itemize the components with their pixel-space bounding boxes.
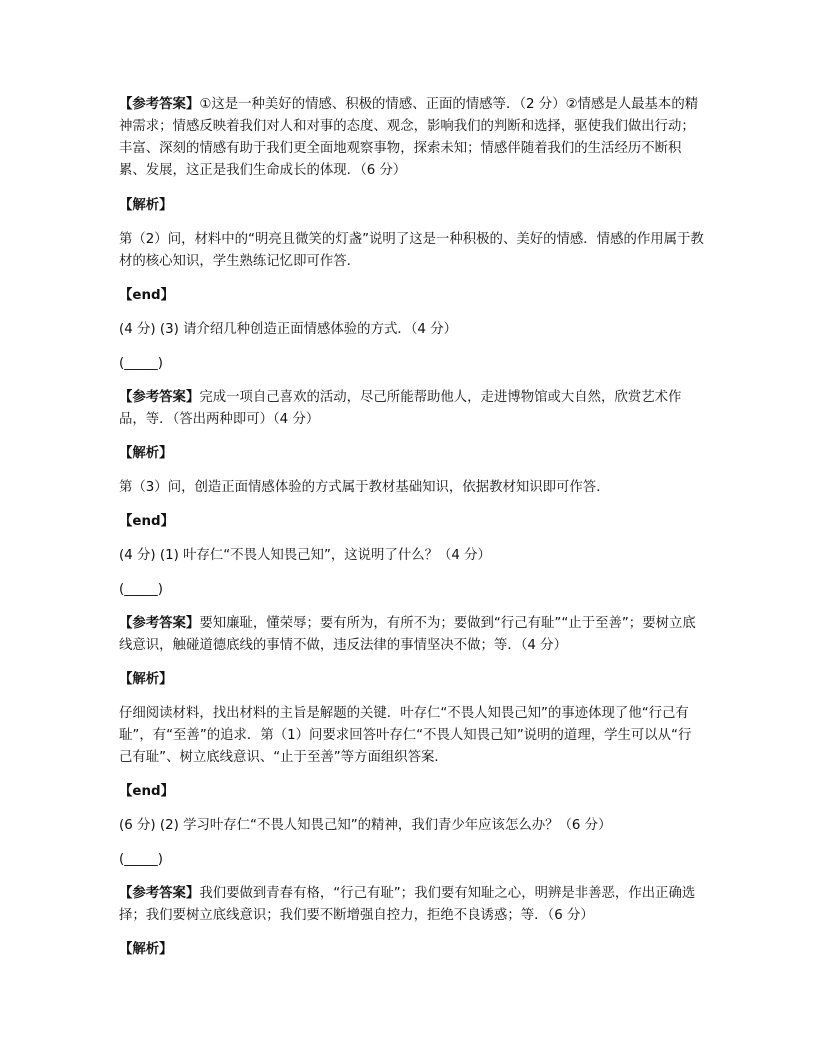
- analysis-label: 【解析】: [119, 942, 173, 957]
- answer-block: [119, 883, 704, 927]
- analysis-text: 第（3）问，创造正面情感体验的方式属于教材基础知识，依据教材知识即可作答．: [119, 480, 610, 495]
- end-marker: 【end】: [119, 784, 174, 799]
- answer-block: [119, 387, 704, 431]
- answer-label: 【参考答案】: [119, 390, 200, 405]
- end-marker: 【end】: [119, 514, 174, 529]
- answer-text: 要知廉耻，懂荣辱；要有所为，有所不为；要做到“行己有耻”“止于至善”；要树立底线意识，触碰道德底线的事情不做，违反法律的事情坚决不做；等．（4 分）: [119, 616, 696, 653]
- answer-blank: (_____): [119, 852, 163, 867]
- answer-text: 完成一项自己喜欢的活动，尽己所能帮助他人，走进博物馆或大自然，欣赏艺术作品，等．（答出两种即可）（4 分）: [119, 390, 682, 427]
- answer-text: ①这是一种美好的情感、积极的情感、正面的情感等．（2 分）②情感是人最基本的精神需求；情感反映着我们对人和对事的态度、观念，影响我们的判断和选择，驱使我们做出行动；丰富、深刻的情感有助于我们更全面地观察事物，探索未知；情感伴随着我们的生活经历不断积累、发展，这正是我们生命成长的体现．（6 分）: [119, 97, 699, 178]
- analysis-text: 仔细阅读材料，找出材料的主旨是解题的关键．叶存仁“不畏人知畏己知”的事迹体现了他“行己有耻”，有“至善”的追求．第（1）问要求回答叶存仁“不畏人知畏己知”说明的道理，学生可以从“行己有耻”、树立底线意识、“止于至善”等方面组织答案．: [119, 706, 692, 765]
- question-text: (6 分) (2) 学习叶存仁“不畏人知畏己知”的精神，我们青少年应该怎么办？（6 分）: [119, 818, 612, 833]
- question-text: (4 分) (3) 请介绍几种创造正面情感体验的方式．（4 分）: [119, 322, 457, 337]
- answer-blank: (_____): [119, 356, 163, 371]
- end-marker: 【end】: [119, 288, 174, 303]
- analysis-label: 【解析】: [119, 672, 173, 687]
- document-page: [119, 94, 704, 961]
- answer-label: 【参考答案】: [119, 616, 200, 631]
- answer-label: 【参考答案】: [119, 886, 200, 901]
- answer-block: [119, 613, 704, 657]
- answer-block: [119, 94, 704, 182]
- analysis-label: 【解析】: [119, 446, 173, 461]
- answer-blank: (_____): [119, 582, 163, 597]
- analysis-text: 第（2）问，材料中的“明亮且微笑的灯盏”说明了这是一种积极的、美好的情感．情感的作用属于教材的核心知识，学生熟练记忆即可作答．: [119, 232, 704, 269]
- analysis-label: 【解析】: [119, 198, 173, 213]
- answer-text: 我们要做到青春有格，“行己有耻”；我们要有知耻之心，明辨是非善恶，作出正确选择；我们要树立底线意识；我们要不断增强自控力，拒绝不良诱惑；等．（6 分）: [119, 886, 696, 923]
- answer-label: 【参考答案】: [119, 97, 200, 112]
- question-text: (4 分) (1) 叶存仁“不畏人知畏己知”，这说明了什么？（4 分）: [119, 548, 491, 563]
